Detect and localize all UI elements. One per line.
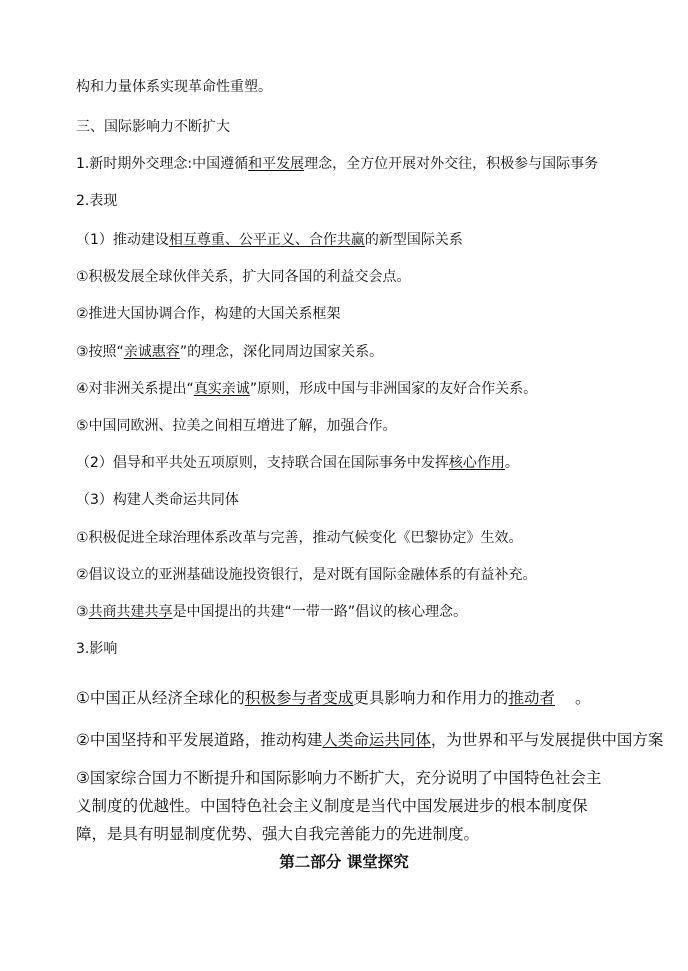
text-span: 是中国提出的共建“一带一路”倡议的核心理念。 bbox=[172, 604, 468, 620]
text-line bbox=[76, 379, 537, 399]
text-span: 更具影响力和作用力的 bbox=[353, 689, 509, 707]
text-line: ⑤中国同欧洲、拉美之间相互增进了解，加强合作。 bbox=[76, 418, 397, 434]
text-span: ④对非洲关系提出“ bbox=[76, 381, 194, 397]
text-span: 。 bbox=[504, 455, 519, 471]
text-span: ①中国正从经济全球化的 bbox=[76, 689, 245, 707]
text-line: ②倡议设立的亚洲基础设施投资银行，是对既有国际金融体系的有益补充。 bbox=[76, 567, 537, 583]
underlined-term: 亲诚惠容 bbox=[123, 344, 180, 360]
text-line: ①积极发展全球伙伴关系，扩大同各国的利益交会点。 bbox=[76, 269, 411, 285]
text-span: 的新型国际关系 bbox=[364, 232, 463, 248]
text-line bbox=[76, 602, 467, 622]
text-span: （2）倡导和平共处五项原则，支持联合国在国际事务中发挥 bbox=[76, 455, 449, 471]
text-span: （1）推动建设 bbox=[76, 232, 169, 248]
text-span: 。 bbox=[574, 689, 591, 707]
underlined-term: 共商共建共享 bbox=[88, 604, 173, 620]
text-span: ，为世界和平与发展提供中国方案 bbox=[430, 731, 664, 749]
subheading: 3.影响 bbox=[76, 641, 118, 657]
underlined-term: 相互尊重、公平正义、合作共赢 bbox=[168, 232, 365, 248]
section-heading: 三、国际影响力不断扩大 bbox=[76, 119, 230, 135]
text-line: 构和力量体系实现革命性重塑。 bbox=[76, 79, 272, 95]
underlined-term: 推动者 bbox=[508, 689, 555, 707]
underlined-term: 人类命运共同体 bbox=[322, 731, 431, 749]
text-span: ②中国坚持和平发展道路，推动构建 bbox=[76, 731, 323, 749]
text-line: ②推进大国协调合作，构建的大国关系框架 bbox=[76, 306, 341, 322]
paragraph: ③国家综合国力不断提升和国际影响力不断扩大，充分说明了中国特色社会主义制度的优越性。中国特色社会主义制度是当代中国发展进步的根本制度保障，是具有明显制度优势、强大自我完善能力的先进制度。 bbox=[76, 769, 602, 843]
text-span: 1.新时期外交理念:中国遵循 bbox=[76, 156, 249, 172]
text-span: ③ bbox=[76, 604, 89, 620]
part-heading: 第二部分 课堂探究 bbox=[279, 853, 409, 871]
subheading: 2.表现 bbox=[76, 193, 118, 209]
underlined-term: 真实亲诚 bbox=[193, 381, 250, 397]
text-span: ”原则，形成中国与非洲国家的友好合作关系。 bbox=[249, 381, 538, 397]
text-span: ③按照“ bbox=[76, 344, 124, 360]
text-span: ”的理念，深化同周边国家关系。 bbox=[179, 344, 384, 360]
text-line bbox=[76, 729, 663, 751]
text-span: 理念，全方位开展对外交往，积极参与国际事务 bbox=[304, 156, 599, 172]
text-line bbox=[76, 154, 598, 174]
text-line bbox=[76, 230, 463, 250]
text-line: ①积极促进全球治理体系改革与完善，推动气候变化《巴黎协定》生效。 bbox=[76, 530, 523, 546]
text-line: （3）构建人类命运共同体 bbox=[76, 492, 239, 508]
text-line bbox=[76, 342, 383, 362]
underlined-term: 核心作用 bbox=[448, 455, 505, 471]
underlined-term: 积极参与者变成 bbox=[244, 689, 354, 707]
underlined-term: 和平发展 bbox=[248, 156, 305, 172]
text-line bbox=[76, 453, 519, 473]
text-line bbox=[76, 687, 590, 709]
